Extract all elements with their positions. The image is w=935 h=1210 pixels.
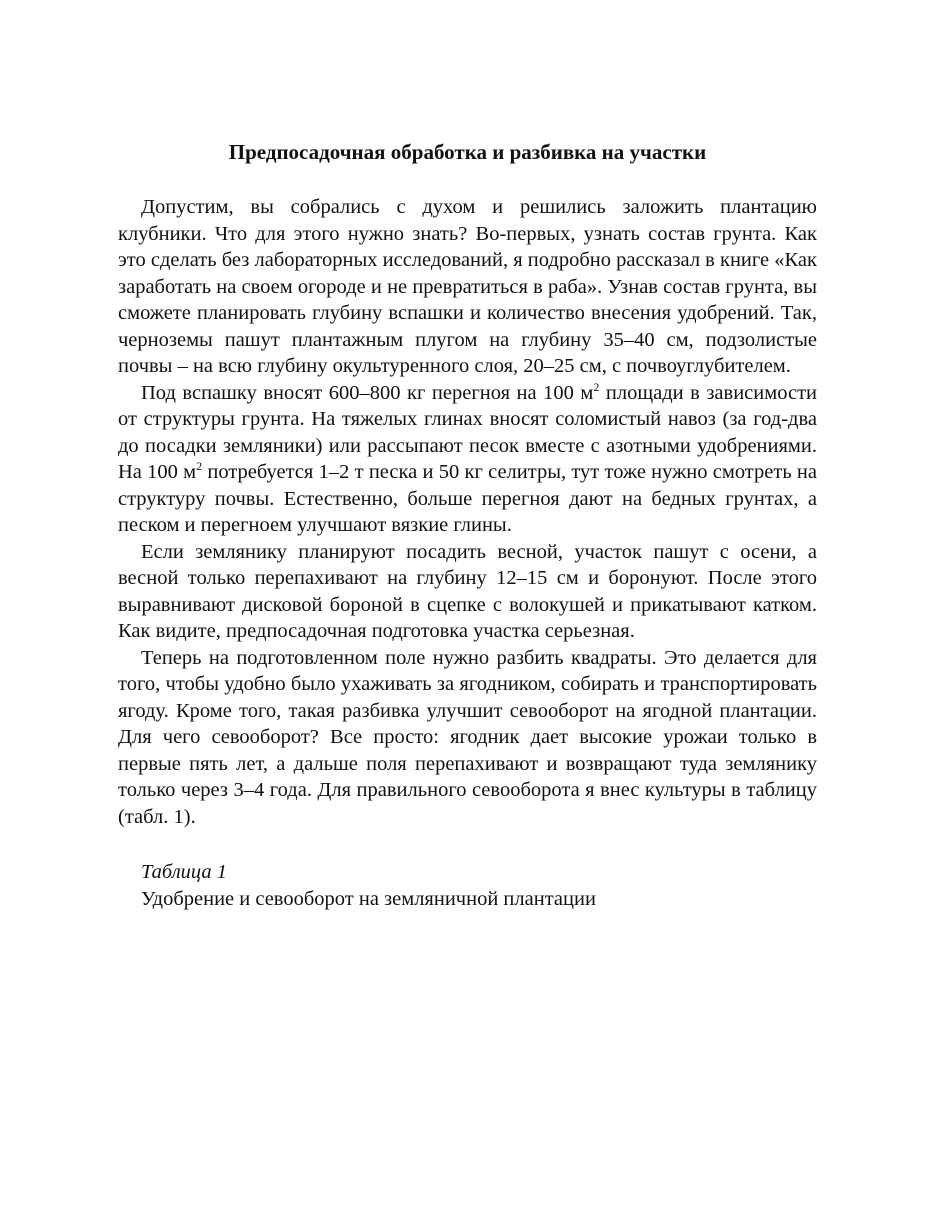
table-label: Таблица 1 bbox=[141, 861, 228, 883]
table-title: Удобрение и севооборот на земляничной плантации bbox=[141, 887, 596, 910]
table-caption bbox=[118, 859, 817, 912]
page-title: Предпосадочная обработка и разбивка на участки bbox=[228, 140, 707, 164]
paragraph-2-text-b: площади в зависимости от структуры грунта. На тяжелых глинах вносят соломистый навоз (за год-два до посадки земляники) или рассыпают песок вместе с азотными удобрениями. На 100 м bbox=[118, 381, 817, 483]
paragraph-2-text-a: Под вспашку вносят 600–800 кг перегноя на 100 м bbox=[141, 381, 594, 404]
paragraph-2-text-c: потребуется 1–2 т песка и 50 кг селитры, тут тоже нужно смотреть на структуру почвы. Естественно, больше перегноя дают на бедных грунтах, а песком и перегноем улучшают вязкие глины. bbox=[118, 461, 817, 536]
superscript-square: 2 bbox=[593, 379, 600, 394]
paragraph-4: Теперь на подготовленном поле нужно разбить квадраты. Это делается для того, чтобы удобно было ухаживать за ягодником, собирать и транспортировать ягоду. Кроме того, такая разбивка улучшит севооборот на ягодной плантации. Для чего севооборот? Все просто: ягодник дает высокие урожаи только в первые пять лет, а дальше поля перепахивают и возвращают туда землянику только через 3–4 года. Для правильного севооборота я внес культуры в таблицу (табл. 1). bbox=[118, 646, 817, 828]
superscript-square: 2 bbox=[196, 459, 203, 473]
paragraph-1: Допустим, вы собрались с духом и решились заложить плантацию клубники. Что для этого нужно знать? Во-первых, узнать состав грунта. Как это сделать без лабораторных исследований, я подробно рассказал в книге «Как заработать на своем огороде и не превратиться в раба». Узнав состав грунта, вы сможете планировать глубину вспашки и количество внесения удобрений. Так, черноземы пашут плантажным плугом на глубину 35–40 см, подзолистые почвы – на всю глубину окультуренного слоя, 20–25 см, с почвоуглубителем. bbox=[118, 196, 817, 377]
paragraph-2 bbox=[118, 380, 817, 539]
document-page bbox=[118, 138, 817, 912]
paragraph-3: Если землянику планируют посадить весной, участок пашут с осени, а весной только перепахивают на глубину 12–15 см и боронуют. После этого выравнивают дисковой бороной в сцепке с волокушей и прикатывают катком. Как видите, предпосадочная подготовка участка серьезная. bbox=[118, 540, 817, 642]
